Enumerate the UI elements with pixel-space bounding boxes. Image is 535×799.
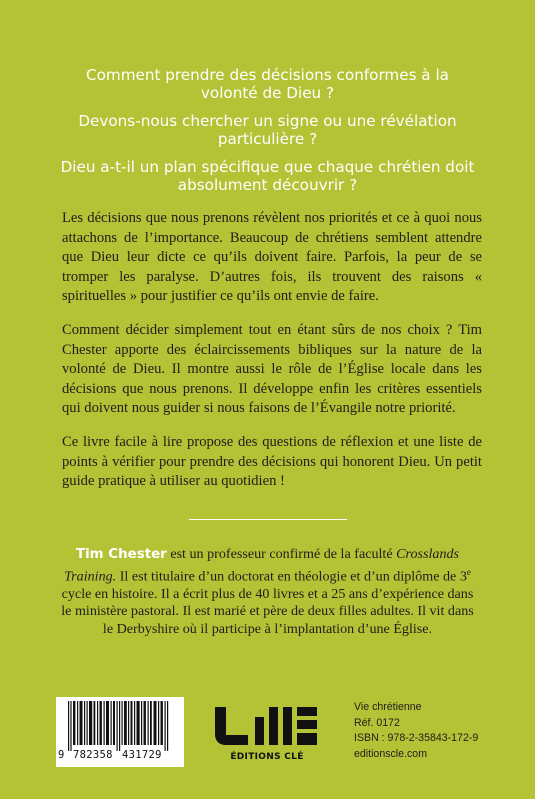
bio-text-1: est un professeur confirmé de la faculté xyxy=(166,546,397,562)
bio-text-3: cycle en histoire. Il a écrit plus de 40 livres et a 25 ans d’expérience dans le ministère pastoral. Il est marié et père de deux filles adultes. Il vit dans le Derbyshire où il participe à l’implantation d’une Église. xyxy=(61,585,474,638)
barcode-digit-group-1: 782358 xyxy=(73,749,113,761)
blurb xyxy=(62,209,482,506)
bio-text-2: Il est titulaire d’un doctorat en théologie et d’un diplôme de 3 xyxy=(116,568,467,585)
meta-category: Vie chrétienne xyxy=(354,701,422,713)
blurb-paragraph-1: Les décisions que nous prenons révèlent nos priorités et ce à quoi nous attachons de l’importance. Beaucoup de chrétiens semblent attendre que Dieu leur dicte ce qu’ils doivent faire. Parfois, la peur de se tromper les paralyse. D’autres fois, ils trouvent des raisons « spirituelles » pour justifier ce qu’ils ont envie de faire. xyxy=(62,210,482,305)
meta-isbn: ISBN : 978-2-35843-172-9 xyxy=(354,732,479,745)
author-name: Tim Chester xyxy=(75,547,167,562)
meta-website: editionscle.com xyxy=(354,747,428,760)
back-cover-questions xyxy=(60,66,475,204)
editions-cle-logo xyxy=(207,703,327,775)
blurb-paragraph-3: Ce livre facile à lire propose des questions de réflexion et une liste de points à vérifier pour prendre des décisions qui honorent Dieu. Un petit guide pratique à utiliser au quotidien ! xyxy=(62,433,482,490)
barcode-bars xyxy=(64,701,176,751)
meta-reference: Réf. 0172 xyxy=(354,716,400,729)
logo-caption: ÉDITIONS CLÉ xyxy=(230,752,304,762)
section-divider xyxy=(189,519,347,520)
bio-superscript: e xyxy=(466,566,471,577)
author-bio xyxy=(60,546,475,639)
barcode-digit-first: 9 xyxy=(58,749,65,761)
question-2: Devons-nous chercher un signe ou une révélation particulière ? xyxy=(78,112,457,148)
book-meta xyxy=(354,700,478,762)
question-1: Comment prendre des décisions conformes à la volonté de Dieu ? xyxy=(86,66,449,102)
isbn-barcode xyxy=(56,697,184,767)
blurb-paragraph-2: Comment décider simplement tout en étant sûrs de nos choix ? Tim Chester apporte des éclaircissements bibliques sur la nature de la volonté de Dieu. Il montre aussi le rôle de l’Église locale dans les décisions que nous prenons. Il développe enfin les critères essentiels qui doivent nous guider si nous faisons de l’Évangile notre priorité. xyxy=(62,321,482,417)
question-3: Dieu a-t-il un plan spécifique que chaque chrétien doit absolument découvrir ? xyxy=(60,158,475,194)
bio-faculty: Crosslands Training. xyxy=(64,546,460,585)
barcode-digit-group-2: 431729 xyxy=(122,749,162,761)
